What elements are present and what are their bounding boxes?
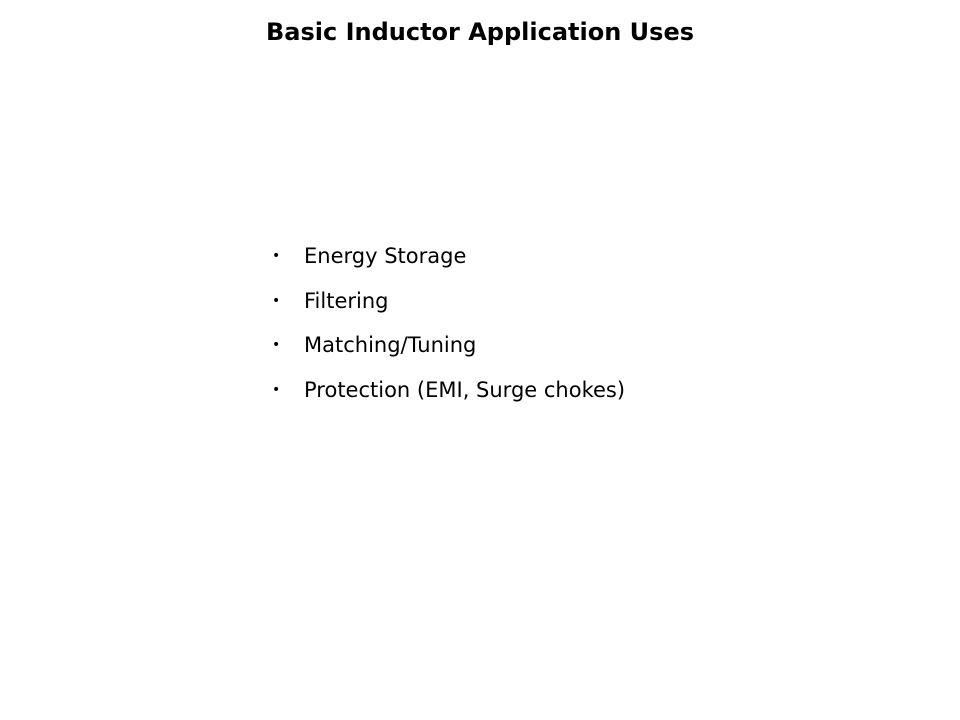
bullet-text: Energy Storage [304, 244, 467, 269]
slide-title: Basic Inductor Application Uses [265, 18, 694, 46]
list-item-filtering [272, 279, 625, 324]
bullet-text: Filtering [304, 288, 389, 313]
bullet-text: Protection (EMI, Surge chokes) [304, 377, 626, 402]
list-item-energy-storage [272, 234, 625, 279]
bullet-list [272, 234, 625, 412]
bullet-icon: • [272, 292, 281, 309]
list-item-protection [272, 368, 625, 413]
list-item-matching-tuning [272, 323, 625, 368]
bullet-icon: • [272, 248, 281, 265]
bullet-icon: • [272, 381, 281, 398]
bullet-text: Matching/Tuning [304, 333, 477, 358]
bullet-icon: • [272, 337, 281, 354]
